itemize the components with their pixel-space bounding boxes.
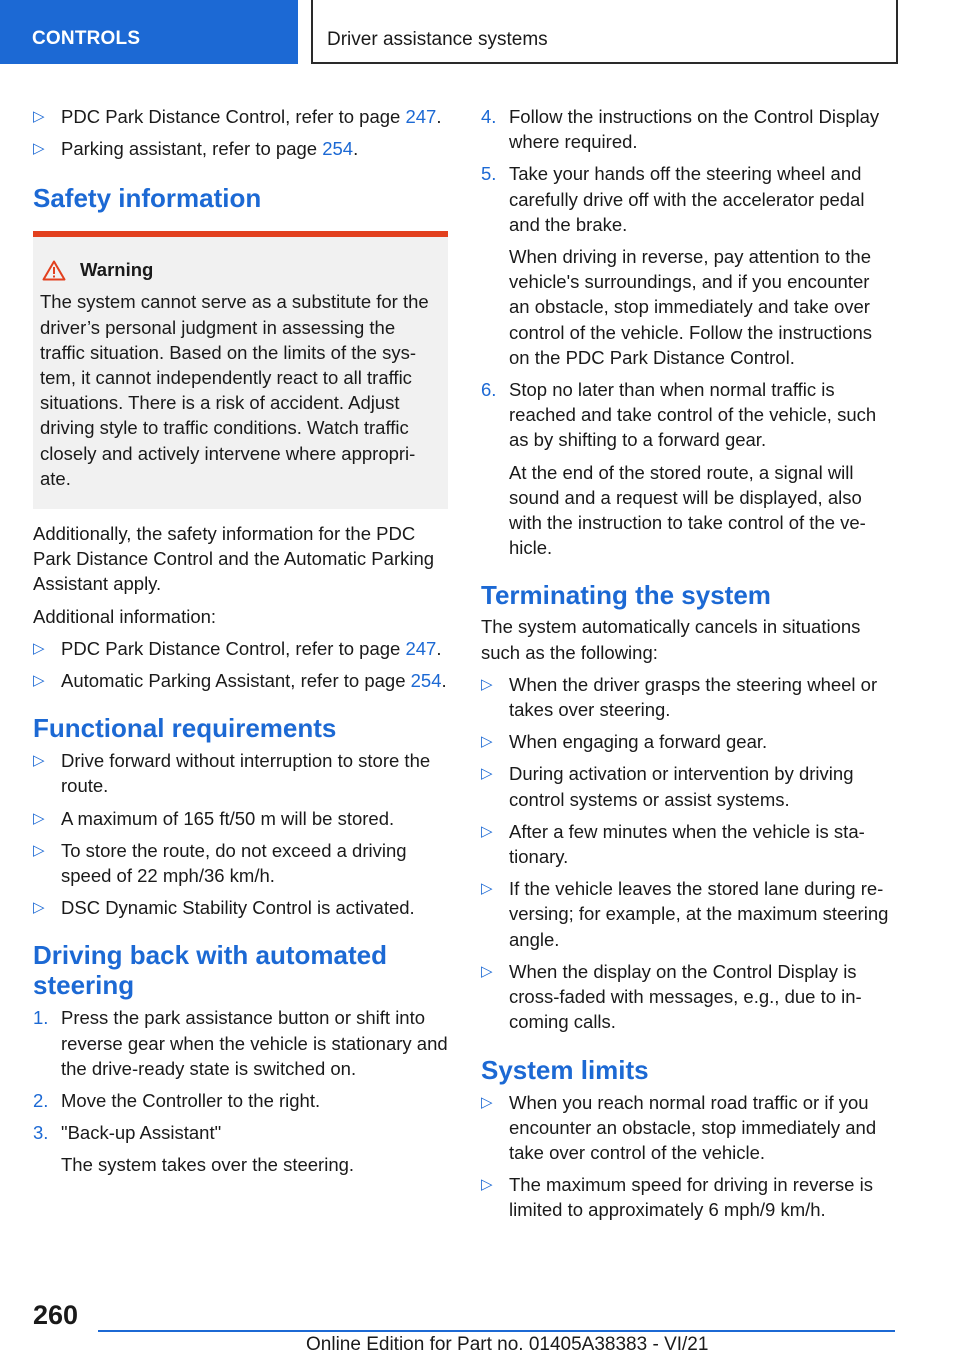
step-item: 6. Stop no later than when normal traffic is reached and take control of the vehicle, such as by shifting to a forward gear. At the end of the stored route, a signal will sound and a request will be displayed, also with the instruction to take control of the vehicle. xyxy=(481,377,895,560)
list-item: ▷ DSC Dynamic Stability Control is activated. xyxy=(33,895,448,920)
list-item: ▷ Automatic Parking Assistant, refer to page 254. xyxy=(33,668,448,693)
triangle-bullet-icon: ▷ xyxy=(481,962,493,980)
paragraph: Additionally, the safety information for the PDC Park Distance Control and the Automatic Parking Assistant apply. xyxy=(33,523,435,595)
list-item: ▷ To store the route, do not exceed a driving speed of 22 mph/36 km/h. xyxy=(33,839,407,887)
triangle-bullet-icon: ▷ xyxy=(481,880,493,898)
triangle-bullet-icon: ▷ xyxy=(481,1093,493,1111)
step-number: 4. xyxy=(481,106,497,127)
header-section-tab xyxy=(0,0,298,64)
list-item: ▷ A maximum of 165 ft/50 m will be stored. xyxy=(33,806,448,831)
triangle-bullet-icon: ▷ xyxy=(481,765,493,783)
header-title-box xyxy=(311,0,898,64)
heading-functional-requirements: Functional requirements xyxy=(33,713,337,744)
triangle-bullet-icon: ▷ xyxy=(481,733,493,751)
header-section-label: CONTROLS xyxy=(32,28,141,49)
paragraph: The system automatically cancels in situations such as the following: xyxy=(481,616,861,663)
step-subtext: At the end of the stored route, a signal will sound and a request will be displayed, also with the instruction to take control of the vehicle. xyxy=(509,461,866,559)
heading-driving-back: Driving back with automated steering xyxy=(33,940,387,1001)
triangle-bullet-icon: ▷ xyxy=(33,809,45,827)
step-number: 1. xyxy=(33,1007,49,1029)
list-item: ▷ The maximum speed for driving in reverse is limited to approximately 6 mph/9 km/h. xyxy=(481,1174,873,1221)
list-item: ▷ When engaging a forward gear. xyxy=(481,729,895,754)
list-item: ▷ When you reach normal road traffic or if you encounter an obstacle, stop immediately and take over control of the vehicle. xyxy=(481,1091,877,1163)
warning-triangle-icon xyxy=(42,260,66,281)
warning-box xyxy=(33,231,448,509)
right-column xyxy=(481,104,895,1230)
triangle-bullet-icon: ▷ xyxy=(33,108,45,125)
triangle-bullet-icon: ▷ xyxy=(33,899,45,917)
step-number: 3. xyxy=(33,1122,49,1144)
page-ref-link[interactable]: 247 xyxy=(405,637,437,659)
triangle-bullet-icon: ▷ xyxy=(481,675,493,693)
triangle-bullet-icon: ▷ xyxy=(33,140,45,158)
triangle-bullet-icon: ▷ xyxy=(481,1176,493,1194)
step-number: 6. xyxy=(481,379,497,401)
footer-divider xyxy=(98,1330,895,1332)
step-number: 5. xyxy=(481,163,497,185)
list-item: ▷ Drive forward without interruption to store the route. xyxy=(33,750,431,797)
list-item: ▷ When the driver grasps the steering wheel or takes over steering. xyxy=(481,673,878,721)
list-item: ▷ When the display on the Control Display is cross-faded with messages, e.g., due to incoming calls. xyxy=(481,960,862,1033)
warning-text: The system cannot serve as a substitute for the driver’s personal judgment in assessing the traffic situation. Based on the limits of the system, it cannot independently react to all traffic situations. There is a risk of accident. Adjust driving style to traffic conditions. Watch traffic closely and actively intervene where appropriate. xyxy=(40,291,429,489)
left-column xyxy=(33,104,448,1185)
list-item: ▷ Parking assistant, refer to page 254. xyxy=(33,136,448,161)
step-item: 2. Move the Controller to the right. xyxy=(33,1088,448,1113)
footer-edition: Online Edition for Part no. 01405A38383 - VI/21 xyxy=(306,1334,709,1355)
step-number: 2. xyxy=(33,1090,49,1112)
heading-system-limits: System limits xyxy=(481,1054,649,1085)
header-title: Driver assistance systems xyxy=(327,29,548,50)
heading-safety-information: Safety information xyxy=(33,183,262,214)
triangle-bullet-icon: ▷ xyxy=(33,672,45,690)
paragraph: Additional information: xyxy=(33,605,217,627)
triangle-bullet-icon: ▷ xyxy=(33,841,45,859)
heading-terminating-system: Terminating the system xyxy=(481,580,771,611)
list-item: ▷ If the vehicle leaves the stored lane during reversing; for example, at the maximum steering angle. xyxy=(481,878,889,950)
page-ref-link[interactable]: 254 xyxy=(410,670,442,692)
warning-title: Warning xyxy=(80,259,154,281)
triangle-bullet-icon: ▷ xyxy=(33,752,45,770)
step-subtext: The system takes over the steering. xyxy=(61,1154,355,1176)
warning-header xyxy=(40,259,440,281)
page-number: 260 xyxy=(33,1300,79,1330)
page-ref-link[interactable]: 254 xyxy=(322,138,354,160)
list-item: ▷ PDC Park Distance Control, refer to page 247. xyxy=(33,636,448,661)
triangle-bullet-icon: ▷ xyxy=(481,822,493,840)
step-subtext: When driving in reverse, pay attention to the vehicle's surroundings, and if you encounter an obstacle, stop immediately and take over control of the vehicle. Follow the instructions on the PDC Park Distance Control. xyxy=(509,246,872,368)
step-item: 1. Press the park assistance button or shift into reverse gear when the vehicle is stationary and the drive-ready state is switched on. xyxy=(33,1007,448,1079)
list-item: ▷ PDC Park Distance Control, refer to page 247. xyxy=(33,104,448,129)
list-item: ▷ After a few minutes when the vehicle is stationary. xyxy=(481,820,865,868)
step-item: 3. "Back-up Assistant" The system takes over the steering. xyxy=(33,1120,448,1177)
list-item: ▷ During activation or intervention by driving control systems or assist systems. xyxy=(481,763,854,810)
page-ref-link[interactable]: 247 xyxy=(405,106,437,127)
triangle-bullet-icon: ▷ xyxy=(33,639,45,657)
step-item: 5. Take your hands off the steering wheel and carefully drive off with the accelerator pedal and the brake. When driving in reverse, pay attention to the vehicle's surroundings, and if you encounter an obstacle, stop immediately and take over control of the vehicle. Follow the instructions on the PDC Park Distance Control. xyxy=(481,161,895,370)
step-item: 4. Follow the instructions on the Control Display where required. xyxy=(481,106,880,153)
